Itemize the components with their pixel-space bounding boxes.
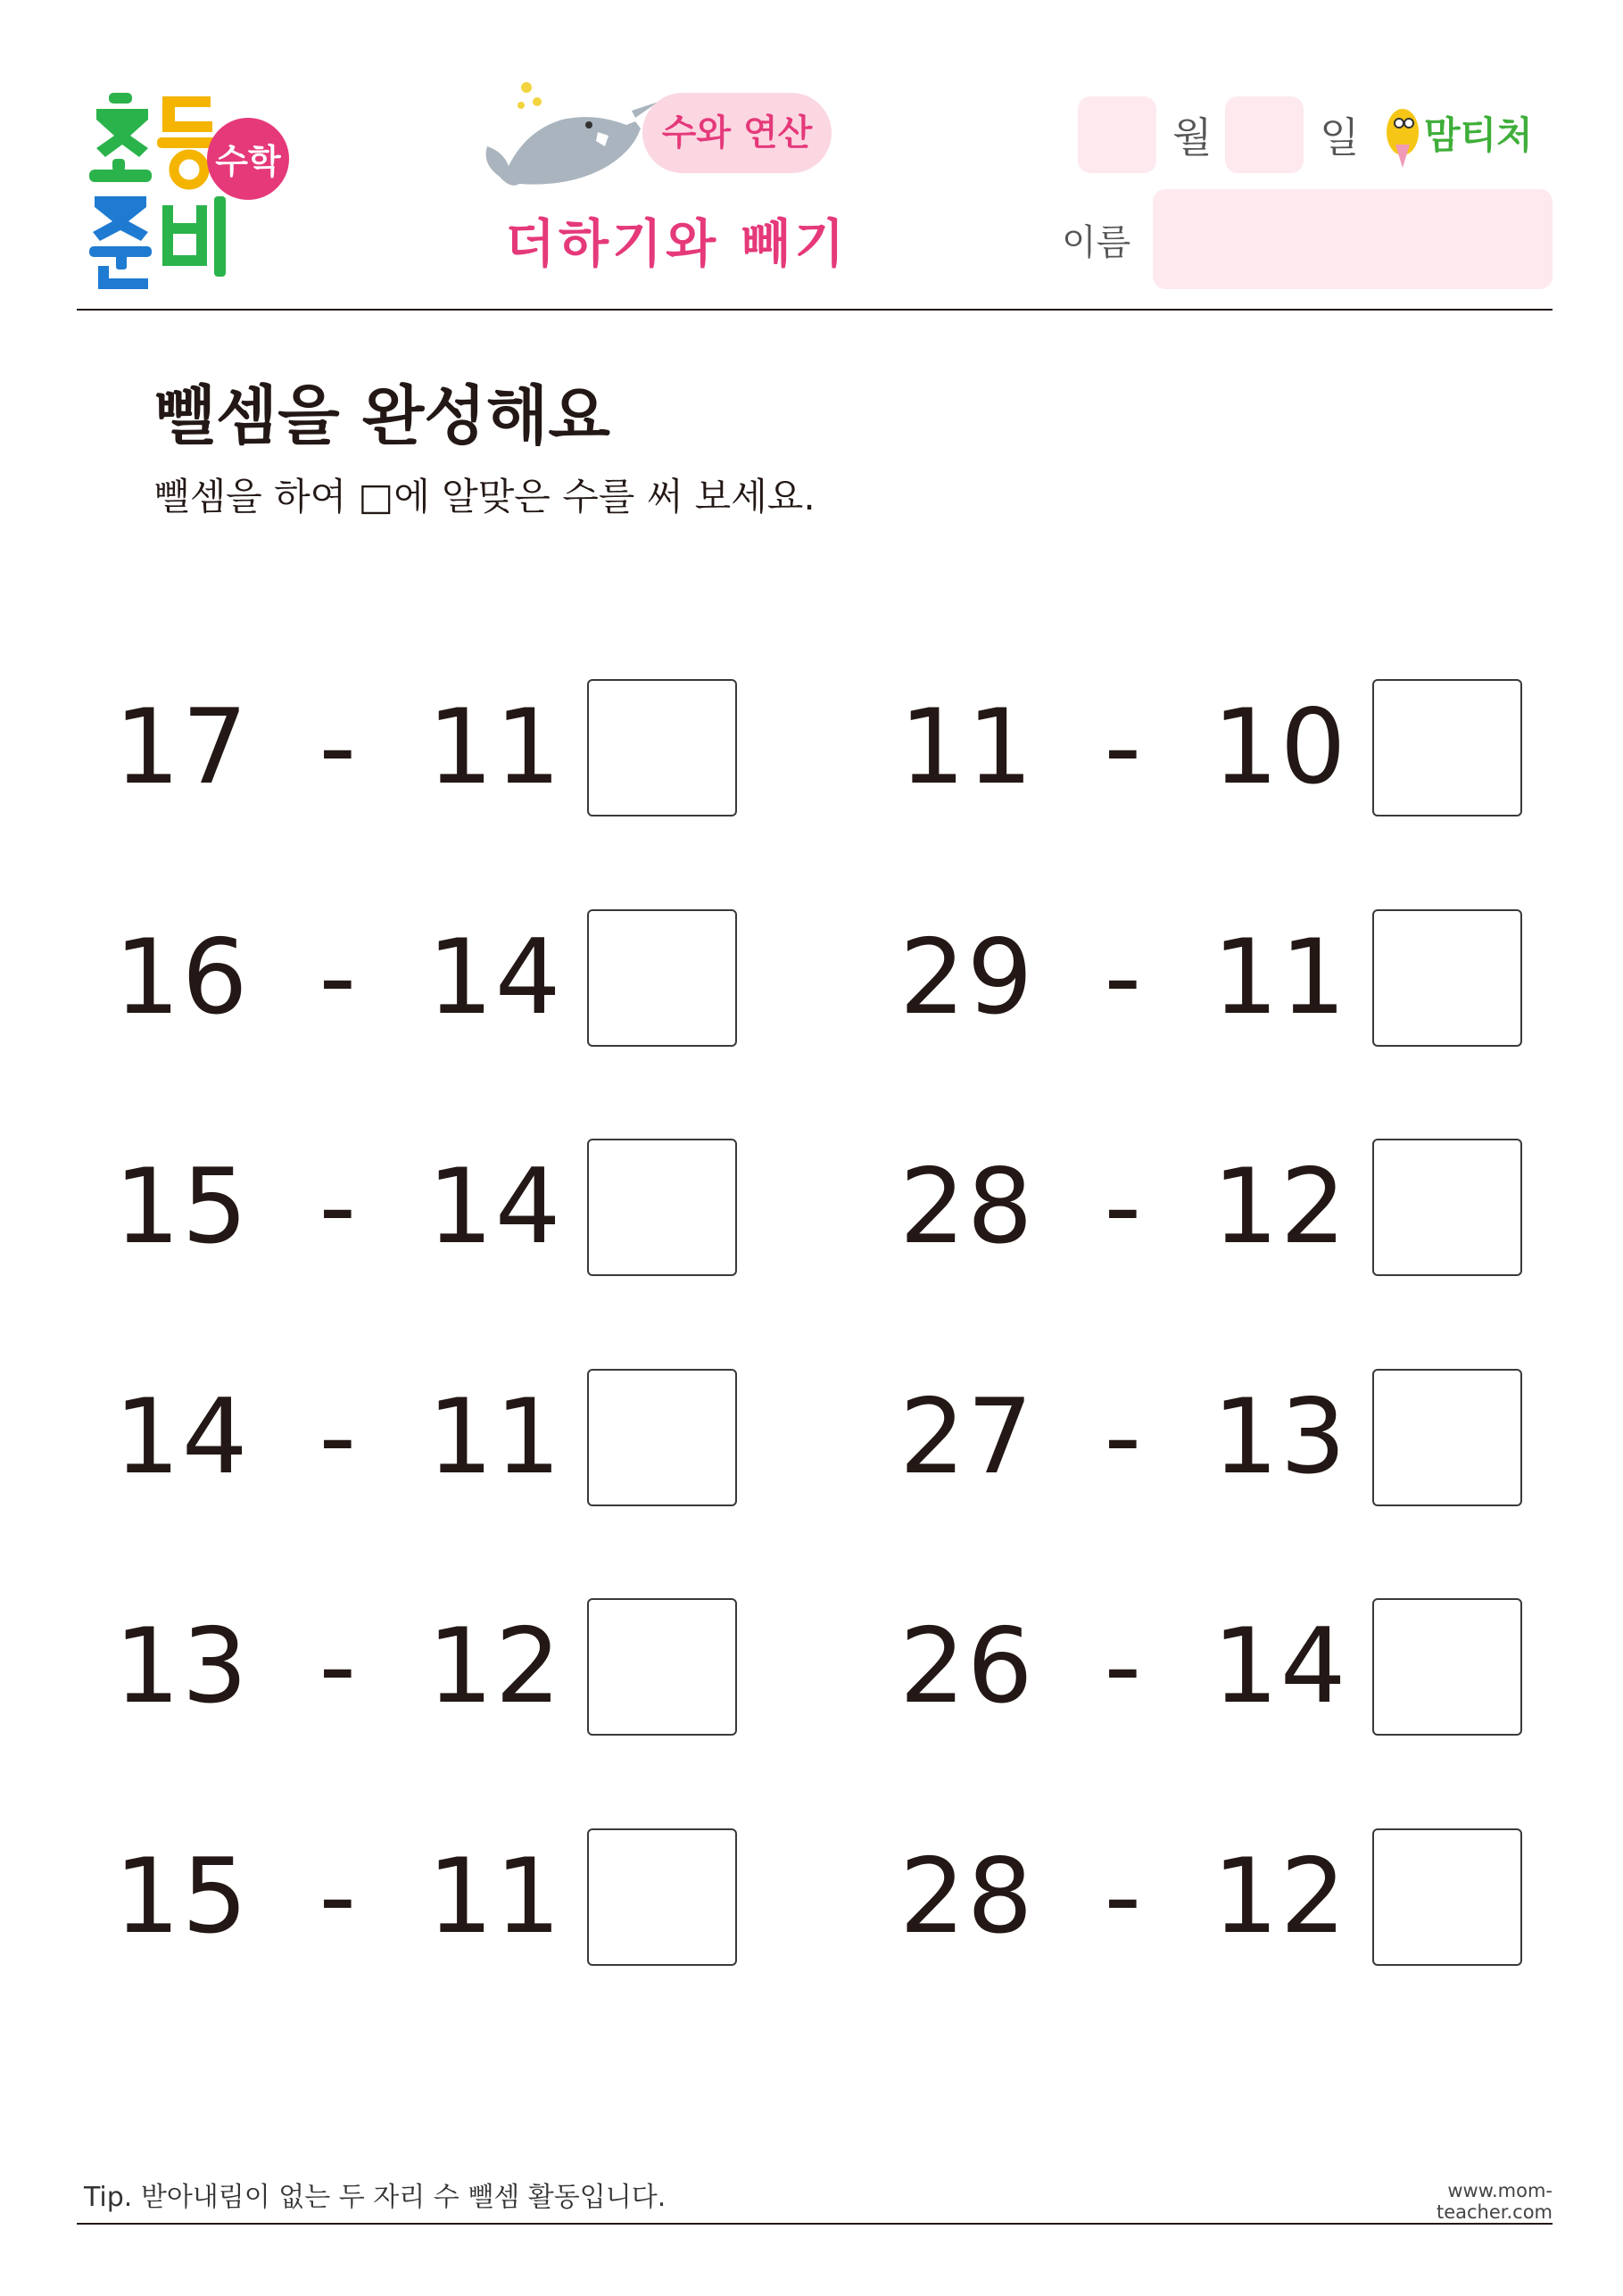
minuend: 28 — [899, 1147, 1035, 1267]
subtrahend: 14 — [426, 916, 563, 1038]
minuend: 26 — [899, 1606, 1035, 1727]
answer-box[interactable] — [1372, 1369, 1522, 1506]
minuend: 27 — [899, 1376, 1035, 1497]
day-label: 일 — [1320, 113, 1360, 162]
answer-box[interactable] — [1372, 1828, 1522, 1966]
answer-box[interactable] — [1372, 1139, 1522, 1276]
problem-12 — [899, 1826, 1623, 1969]
problem-3 — [114, 907, 855, 1049]
problem-8 — [899, 1366, 1623, 1509]
subtrahend: 14 — [426, 1147, 563, 1267]
header-divider — [77, 309, 1553, 311]
minus-sign: - — [1104, 687, 1144, 808]
minus-sign: - — [319, 916, 359, 1038]
problem-10 — [899, 1596, 1623, 1738]
minuend: 29 — [899, 916, 1035, 1038]
problem-11 — [114, 1826, 855, 1969]
footer-tip: Tip. 받아내림이 없는 두 자리 수 뺄셈 활동입니다. — [84, 2182, 667, 2213]
subtrahend: 12 — [426, 1606, 563, 1727]
month-label: 월 — [1172, 113, 1213, 162]
footer-divider — [77, 2223, 1553, 2225]
answer-box[interactable] — [1372, 679, 1522, 816]
minuend: 28 — [899, 1836, 1035, 1957]
narwhal-illustration — [482, 79, 660, 199]
subtrahend: 11 — [426, 687, 563, 808]
name-input-box[interactable] — [1153, 189, 1553, 289]
subtrahend: 10 — [1212, 687, 1348, 808]
minus-sign: - — [1104, 916, 1144, 1038]
problem-5 — [114, 1136, 855, 1279]
minus-sign: - — [1104, 1376, 1144, 1497]
answer-box[interactable] — [587, 1598, 737, 1736]
subtrahend: 11 — [426, 1836, 563, 1957]
minus-sign: - — [1104, 1606, 1144, 1727]
problem-1 — [114, 676, 855, 819]
answer-box[interactable] — [587, 679, 737, 816]
footer-url[interactable]: www.mom-teacher.com — [1436, 2180, 1553, 2223]
problem-9 — [114, 1596, 855, 1738]
minus-sign: - — [319, 1147, 359, 1267]
problem-2 — [899, 676, 1623, 819]
subtrahend: 14 — [1212, 1606, 1348, 1727]
minus-sign: - — [319, 1606, 359, 1727]
subtrahend: 12 — [1212, 1836, 1348, 1957]
minuend: 16 — [114, 916, 250, 1038]
answer-box[interactable] — [587, 1139, 737, 1276]
worksheet-subtitle: 더하기와 빼기 — [505, 213, 849, 274]
minus-sign: - — [319, 1376, 359, 1497]
answer-box[interactable] — [587, 1369, 737, 1506]
answer-box[interactable] — [587, 1828, 737, 1966]
minuend: 15 — [114, 1147, 250, 1267]
subtrahend: 11 — [1212, 916, 1348, 1038]
minus-sign: - — [1104, 1147, 1144, 1267]
minuend: 13 — [114, 1606, 250, 1727]
minuend: 11 — [899, 687, 1035, 808]
logo-badge-text: 수학 — [215, 142, 281, 181]
minus-sign: - — [319, 687, 359, 808]
exercise-title: 뺄셈을 완성해요 — [153, 378, 610, 453]
name-label: 이름 — [1062, 222, 1131, 263]
chodeung-junbi-logo — [89, 89, 321, 294]
answer-box[interactable] — [1372, 909, 1522, 1047]
day-input-box[interactable] — [1225, 96, 1304, 173]
problem-4 — [899, 907, 1623, 1049]
topic-pill: 수와 연산 — [642, 93, 832, 173]
minus-sign: - — [319, 1836, 359, 1957]
answer-box[interactable] — [1372, 1598, 1522, 1736]
answer-box[interactable] — [587, 909, 737, 1047]
month-input-box[interactable] — [1078, 96, 1156, 173]
exercise-instruction: 뺄셈을 하여 □에 알맞은 수를 써 보세요. — [153, 475, 816, 518]
problem-6 — [899, 1136, 1623, 1279]
subtrahend: 12 — [1212, 1147, 1348, 1267]
minus-sign: - — [1104, 1836, 1144, 1957]
minuend: 15 — [114, 1836, 250, 1957]
mom-teacher-logo — [1381, 91, 1560, 176]
subtrahend: 13 — [1212, 1376, 1348, 1497]
minuend: 14 — [114, 1376, 250, 1497]
subtrahend: 11 — [426, 1376, 563, 1497]
brand-text: 맘티처 — [1424, 113, 1533, 157]
minuend: 17 — [114, 687, 250, 808]
problem-7 — [114, 1366, 855, 1509]
